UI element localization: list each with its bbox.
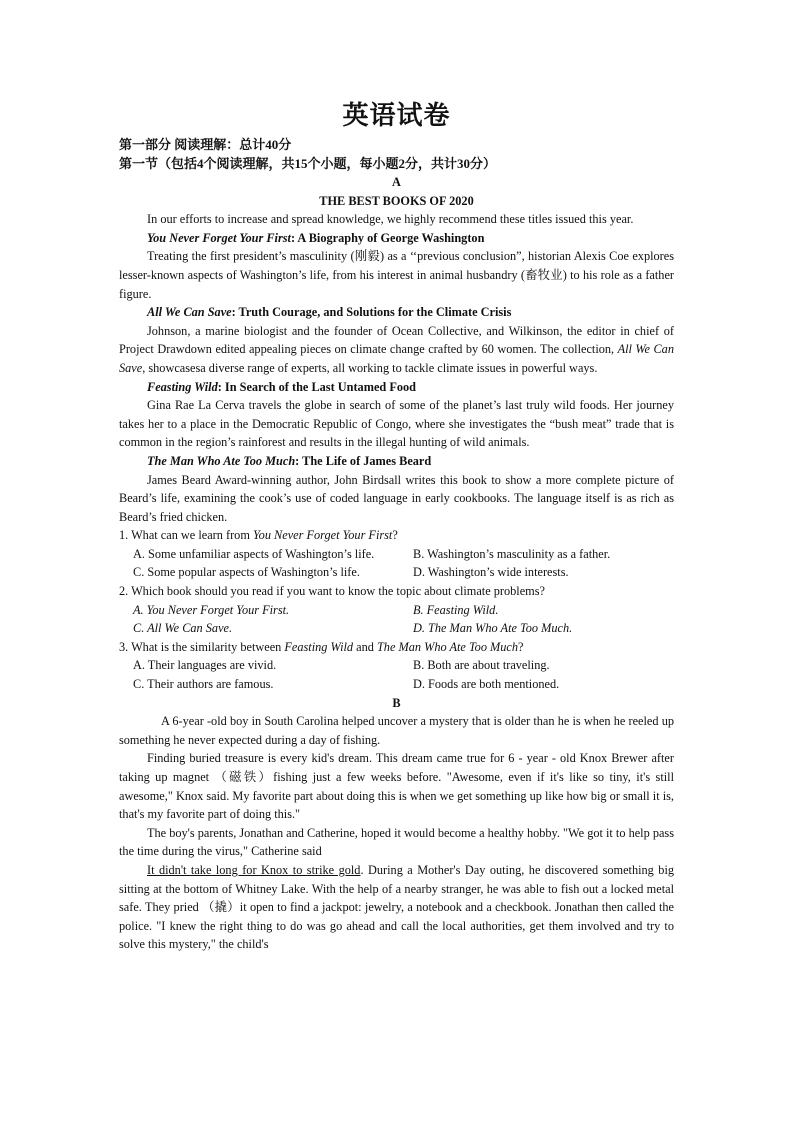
option-b: B. Washington’s masculinity as a father. [413,546,611,561]
option-row [119,563,674,582]
paragraph: Finding buried treasure is every kid's dream. This dream came true for 6 - year - old Knox Brewer after taking up magnet （磁铁）fishing just a few weeks before. "Awesome, even if it's like so tiny, it's still awesome," Knox said. My favorite part about doing this is when we get something up like how big or small it is, that's my favorite part of doing this." [119,751,674,822]
book-text: , showcasesa diverse range of experts, all working to tackle climate issues in powerful ways. [142,360,598,375]
option-c: C. Some popular aspects of Washington’s life. [133,565,360,580]
question-text: 1. What can we learn from [119,528,253,543]
passage-b-label: B [392,695,401,710]
section-heading: 第一节（包括4个阅读理解，共15个小题，每小题2分，共计30分） [119,155,497,171]
option-row [119,656,674,675]
option-d: D. Washington’s wide interests. [413,565,569,580]
page-title: 英语试卷 [342,101,451,130]
book-heading [119,303,674,322]
passage-a-label: A [392,175,401,189]
part-heading: 第一部分 阅读理解：总计40分 [119,137,292,152]
passage-a-heading: THE BEST BOOKS OF 2020 [319,193,474,208]
book-text: Johnson, a marine biologist and the founder of Ocean Collective, and Wilkinson, the editor in chief of Project Drawdown edited appealing pieces on climate change crafted by 60 women. The collection, [119,323,674,357]
book-subtitle: : Truth Courage, and Solutions for the Climate Crisis [231,305,512,320]
book-heading [119,452,674,471]
book-heading [119,378,674,397]
question-text-emphasis: The Man Who Ate Too Much [376,639,519,654]
option-row [119,601,674,620]
book-description: Gina Rae La Cerva travels the globe in search of some of the planet’s last truly wild foods. Her journey takes her to a place in the Democratic Republic of Congo, where she investigates the “bush meat” trade that is common in the region’s rainforest and results in the illegal hunting of wild animals. [119,398,674,450]
book-text-emphasis: All We Can Save [119,342,674,375]
question-text: and [353,639,377,654]
paragraph: A 6-year -old boy in South Carolina helped uncover a mystery that is older than he is when he reeled up something he never expected during a day of fishing. [119,714,674,747]
question-text: ? [518,639,524,654]
option-row [119,675,674,694]
option-a: A. You Never Forget Your First. [133,602,290,617]
book-title: All We Can Save [147,305,232,320]
paragraph: The boy's parents, Jonathan and Catherine, hoped it would become a healthy hobby. "We got it to help pass the time during the virus," Catherine said [119,825,674,859]
question-text-emphasis: Feasting Wild [284,639,354,654]
option-c: C. Their authors are famous. [133,677,274,692]
question [119,638,674,657]
option-row [119,545,674,564]
option-row [119,619,674,638]
book-description: James Beard Award-winning author, John Birdsall writes this book to show a more complete picture of Beard’s life, examining the cook’s use of coded language in early cookbooks. The language itself is as rich as Beard’s fried chicken. [119,472,674,524]
book-title: You Never Forget Your First [147,230,291,245]
option-d: D. Foods are both mentioned. [413,677,560,692]
book-title: Feasting Wild [147,379,218,394]
question-text: ? [392,528,398,543]
question-text: 3. What is the similarity between [119,639,285,654]
option-c: C. All We Can Save. [133,621,233,636]
book-description: Treating the first president’s masculinity (刚毅) as a ‘‘previous conclusion”, historian Alexis Coe explores lesser-known aspects of Washington’s life, from his interest in animal husbandry (畜牧业) to his role as a father figure. [119,249,674,301]
underlined-phrase: It didn't take long for Knox to strike gold [147,862,361,877]
exam-page [119,96,674,954]
book-heading [119,229,674,248]
option-b: B. Both are about traveling. [413,658,550,673]
passage-a-intro: In our efforts to increase and spread knowledge, we highly recommend these titles issued this year. [147,212,634,227]
book-description [119,322,674,378]
question [119,582,674,601]
question-text-emphasis: You Never Forget Your First [252,528,393,543]
book-title: The Man Who Ate Too Much [147,453,296,468]
book-subtitle: : In Search of the Last Untamed Food [217,379,416,394]
question-text: 2. Which book should you read if you want to know the topic about climate problems? [119,584,545,599]
paragraph [119,861,674,954]
book-subtitle: : The Life of James Beard [295,453,432,468]
option-d: D. The Man Who Ate Too Much. [413,621,573,636]
question [119,526,674,545]
option-b: B. Feasting Wild. [413,602,499,617]
option-a: A. Some unfamiliar aspects of Washington’s life. [133,546,375,561]
book-subtitle: : A Biography of George Washington [290,230,485,245]
option-a: A. Their languages are vivid. [133,658,277,673]
paragraph-text: . During a Mother's Day outing, he discovered something big sitting at the bottom of Whitney Lake. With the help of a nearby stranger, he was able to fish out a locked metal safe. They pried （撬）it open to find a jackpot: jewelry, a notebook and a checkbook. Jonathan then called the police. "I knew the right thing to do was go ahead and call the local authorities, get them involved and try to solve this mystery," the child's [119,862,675,952]
